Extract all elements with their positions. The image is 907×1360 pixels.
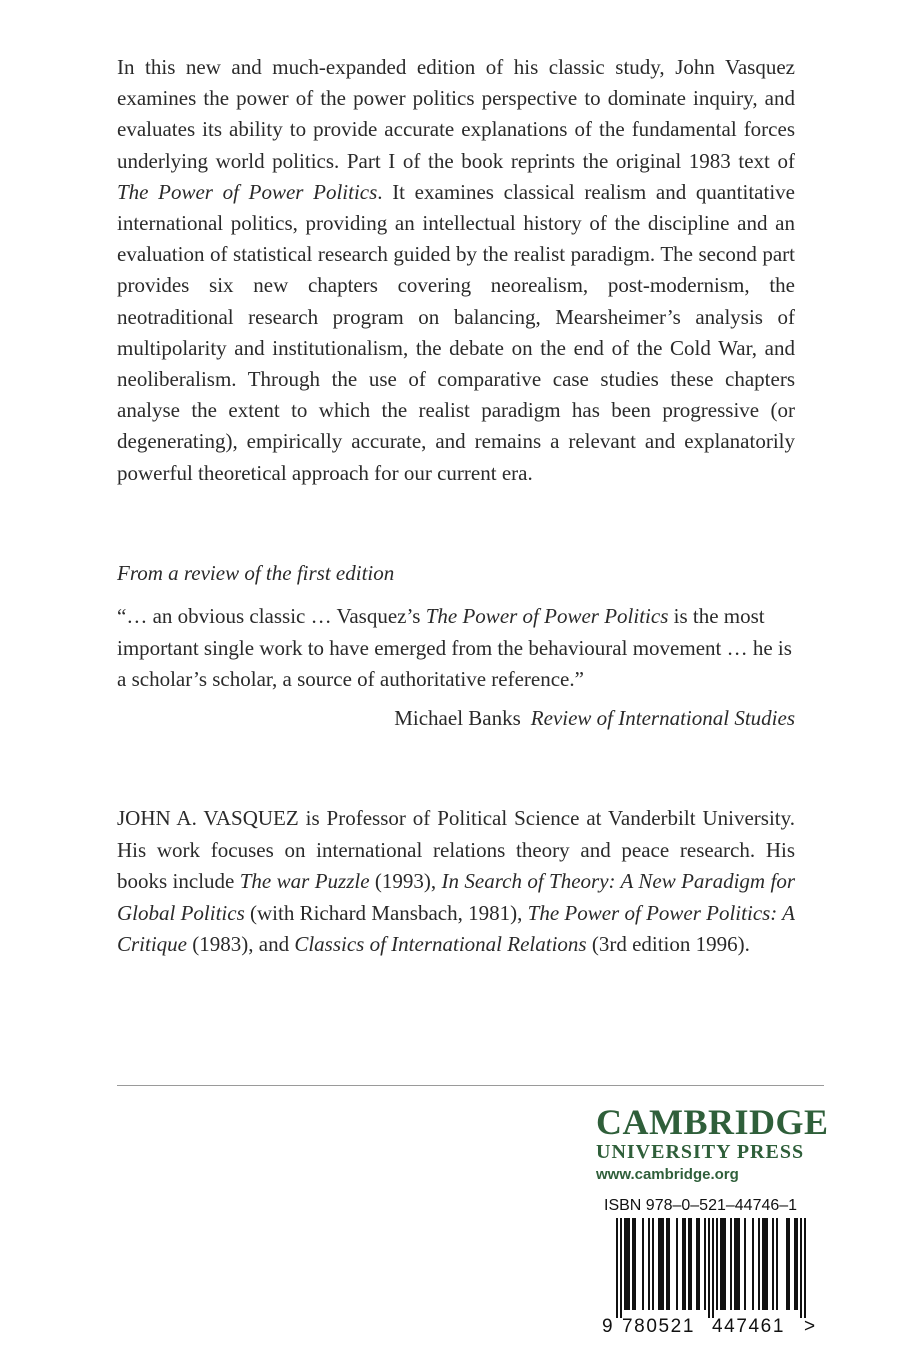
barcode-bar: [666, 1218, 668, 1310]
bio-book-2: In Search of Theory: A New Paradigm for Global Politics: [117, 869, 795, 925]
barcode-left-digits: 780521: [622, 1316, 696, 1337]
barcode-bar: [708, 1218, 710, 1318]
publisher-subname: UNIVERSITY PRESS: [596, 1141, 805, 1163]
barcode-bar: [660, 1218, 662, 1310]
barcode-bar: [696, 1218, 698, 1310]
quote-text-2: is the most important single work to have emerged from the behavioural movement … he is a scholar’s scholar, a source of authoritative reference.”: [117, 604, 792, 691]
barcode-bar: [764, 1218, 766, 1310]
barcode-bar: [634, 1218, 636, 1310]
barcode-bar: [632, 1218, 634, 1310]
barcode-bar: [752, 1218, 754, 1310]
barcode-bar: [744, 1218, 746, 1310]
barcode-bar: [616, 1218, 618, 1318]
barcode-bar: [648, 1218, 650, 1310]
barcode-right-digits: 447461: [712, 1316, 786, 1337]
bio-text-1: JOHN A. VASQUEZ is Professor of Political Science at Vanderbilt University. His work focuses on international relations theory and peace research. His books include: [117, 806, 795, 893]
barcode-bar: [776, 1218, 778, 1310]
publisher-url: www.cambridge.org: [596, 1166, 739, 1183]
barcode-bars: [616, 1218, 806, 1318]
barcode-bar: [620, 1218, 622, 1318]
isbn-label: ISBN 978–0–521–44746–1: [604, 1197, 798, 1214]
barcode-bar: [788, 1218, 790, 1310]
blurb-text-2: . It examines classical realism and quantitative international politics, providing an intellectual history of the discipline and an evaluation of statistical research guided by the realist paradigm. The second part provides six new chapters covering neorealism, post-modernism, the neotraditional research program on balancing, Mearsheimer’s analysis of multipolarity and institutionalism, the debate on the end of the Cold War, and neoliberalism. Through the use of comparative case studies these chapters analyse the extent to which the realist paradigm has been progressive (or degenerating), empirically accurate, and remains a relevant and explanatorily powerful theoretical approach for our current era.: [117, 179, 795, 485]
quote-text-1: “… an obvious classic … Vasquez’s: [117, 604, 426, 628]
barcode-bar: [698, 1218, 700, 1310]
barcode-bar: [738, 1218, 740, 1310]
barcode-bar: [662, 1218, 664, 1310]
barcode-bar: [724, 1218, 726, 1310]
review-attribution: [117, 703, 795, 734]
barcode-bar: [658, 1218, 660, 1310]
barcode-bar: [676, 1218, 678, 1310]
barcode-quiet-mark: >: [804, 1316, 816, 1337]
barcode-bar: [688, 1218, 690, 1310]
barcode-bar: [682, 1218, 684, 1310]
barcode-bar: [628, 1218, 630, 1310]
review-heading: From a review of the first edition: [117, 561, 395, 585]
quote-book-title: The Power of Power Politics: [425, 604, 669, 628]
bio-book-3: The Power of Power Politics: A Critique: [117, 900, 796, 956]
barcode-bar: [684, 1218, 686, 1310]
barcode-bar: [704, 1218, 706, 1310]
barcode-bar: [652, 1218, 654, 1310]
barcode-bar: [716, 1218, 718, 1310]
publisher-name: CAMBRIDGE: [596, 1102, 829, 1142]
barcode-bar: [626, 1218, 628, 1310]
bio-text-3: (with Richard Mansbach, 1981),: [244, 900, 528, 925]
barcode-bar: [712, 1218, 714, 1318]
barcode-bar: [736, 1218, 738, 1310]
isbn-barcode-block: [598, 1194, 824, 1338]
barcode-first-digit: 9: [602, 1316, 613, 1337]
barcode-bar: [668, 1218, 670, 1310]
barcode-graphic: [598, 1218, 824, 1338]
author-bio: [117, 803, 795, 961]
barcode-bar: [722, 1218, 724, 1310]
barcode-bar: [772, 1218, 774, 1310]
book-description: [117, 52, 795, 489]
barcode-bar: [720, 1218, 722, 1310]
divider-rule: [117, 1085, 824, 1086]
barcode-bar: [796, 1218, 798, 1310]
barcode-bar: [800, 1218, 802, 1318]
bio-text-5: (3rd edition 1996).: [586, 932, 750, 956]
bio-book-4: Classics of International Relations: [294, 932, 587, 956]
reviewer-name: Michael Banks: [394, 706, 521, 730]
barcode-bar: [794, 1218, 796, 1310]
barcode-bar: [786, 1218, 788, 1310]
review-journal: Review of International Studies: [530, 706, 795, 730]
barcode-bar: [730, 1218, 732, 1310]
barcode-bar: [762, 1218, 764, 1310]
barcode-bar: [624, 1218, 626, 1310]
barcode-bar: [734, 1218, 736, 1310]
barcode-bar: [758, 1218, 760, 1310]
barcode-bar: [766, 1218, 768, 1310]
barcode-bar: [804, 1218, 806, 1318]
bio-book-1: The war Puzzle: [239, 869, 370, 893]
barcode-bar: [690, 1218, 692, 1310]
publisher-logo: [596, 1102, 829, 1185]
bio-text-2: (1993),: [369, 869, 442, 893]
blurb-book-title: The Power of Power Politics: [117, 179, 378, 204]
bio-text-4: (1983), and: [187, 932, 295, 956]
blurb-text-1: In this new and much-expanded edition of his classic study, John Vasquez examines the power of the power politics perspective to dominate inquiry, and evaluates its ability to provide accurate explanations of the fundamental forces underlying world politics. Part I of the book reprints the original 1983 text of: [117, 55, 795, 173]
barcode-bar: [642, 1218, 644, 1310]
review-quote: [117, 601, 795, 696]
